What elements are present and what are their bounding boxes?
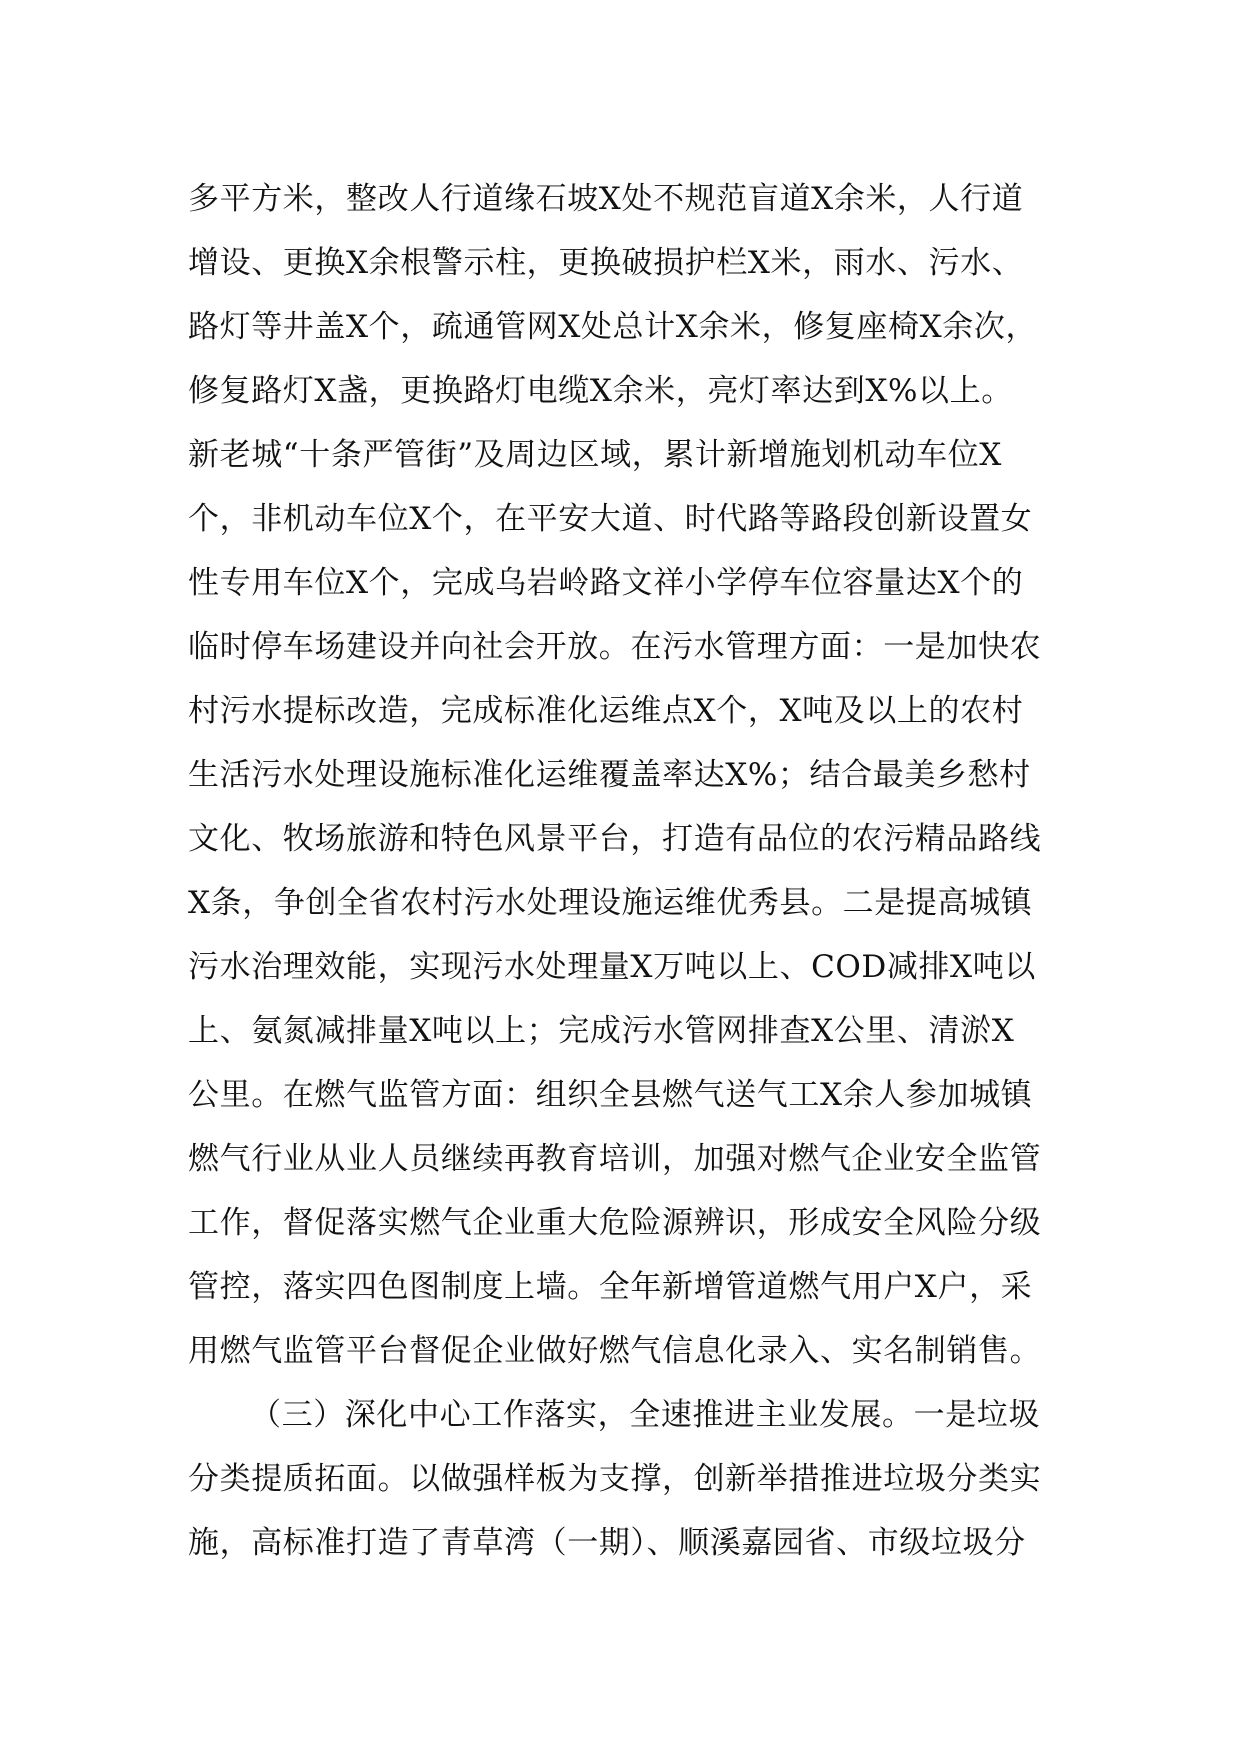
text-line: 性专用车位X个，完成乌岩岭路文祥小学停车位容量达X个的: [188, 565, 1024, 601]
text-line: 工作，督促落实燃气企业重大危险源辨识，形成安全风险分级: [188, 1205, 1042, 1241]
text-line: X条，争创全省农村污水处理设施运维优秀县。二是提高城镇: [188, 885, 1033, 921]
text-line: 分类提质拓面。以做强样板为支撑，创新举措推进垃圾分类实: [188, 1461, 1042, 1497]
text-line: 用燃气监管平台督促企业做好燃气信息化录入、实名制销售。: [188, 1333, 1042, 1369]
text-line: 文化、牧场旅游和特色风景平台，打造有品位的农污精品路线: [188, 821, 1042, 857]
text-line: 路灯等井盖X个，疏通管网X处总计X余米，修复座椅X余次，: [188, 309, 1038, 345]
text-line: 燃气行业从业人员继续再教育培训，加强对燃气企业安全监管: [188, 1141, 1042, 1177]
text-line: 多平方米，整改人行道缘石坡X处不规范盲道X余米，人行道: [188, 181, 1024, 217]
text-line: 增设、更换X余根警示柱，更换破损护栏X米，雨水、污水、: [188, 245, 1024, 281]
text-line: 上、氨氮减排量X吨以上；完成污水管网排查X公里、清淤X: [188, 1013, 1015, 1049]
text-line: 污水治理效能，实现污水处理量X万吨以上、COD减排X吨以: [188, 949, 1036, 985]
text-line: 临时停车场建设并向社会开放。在污水管理方面：一是加快农: [188, 629, 1042, 665]
text-line: 个，非机动车位X个，在平安大道、时代路等路段创新设置女: [188, 501, 1033, 537]
text-line: 施，高标准打造了青草湾（一期）、顺溪嘉园省、市级垃圾分: [188, 1525, 1026, 1561]
text-line: 村污水提标改造，完成标准化运维点X个，X吨及以上的农村: [188, 693, 1024, 729]
text-line: 管控，落实四色图制度上墙。全年新增管道燃气用户X户，采: [188, 1269, 1033, 1305]
text-line: 生活污水处理设施标准化运维覆盖率达X%；结合最美乡愁村: [188, 757, 1031, 793]
text-line: 修复路灯X盏，更换路灯电缆X余米，亮灯率达到X%以上。: [188, 373, 1013, 409]
text-line: 新老城“十条严管街”及周边区域，累计新增施划机动车位X: [188, 437, 1002, 473]
text-line: 公里。在燃气监管方面：组织全县燃气送气工X余人参加城镇: [188, 1077, 1033, 1113]
section-heading-line: （三）深化中心工作落实，全速推进主业发展。一是垃圾: [250, 1397, 1040, 1433]
body-text: [188, 167, 1088, 1575]
